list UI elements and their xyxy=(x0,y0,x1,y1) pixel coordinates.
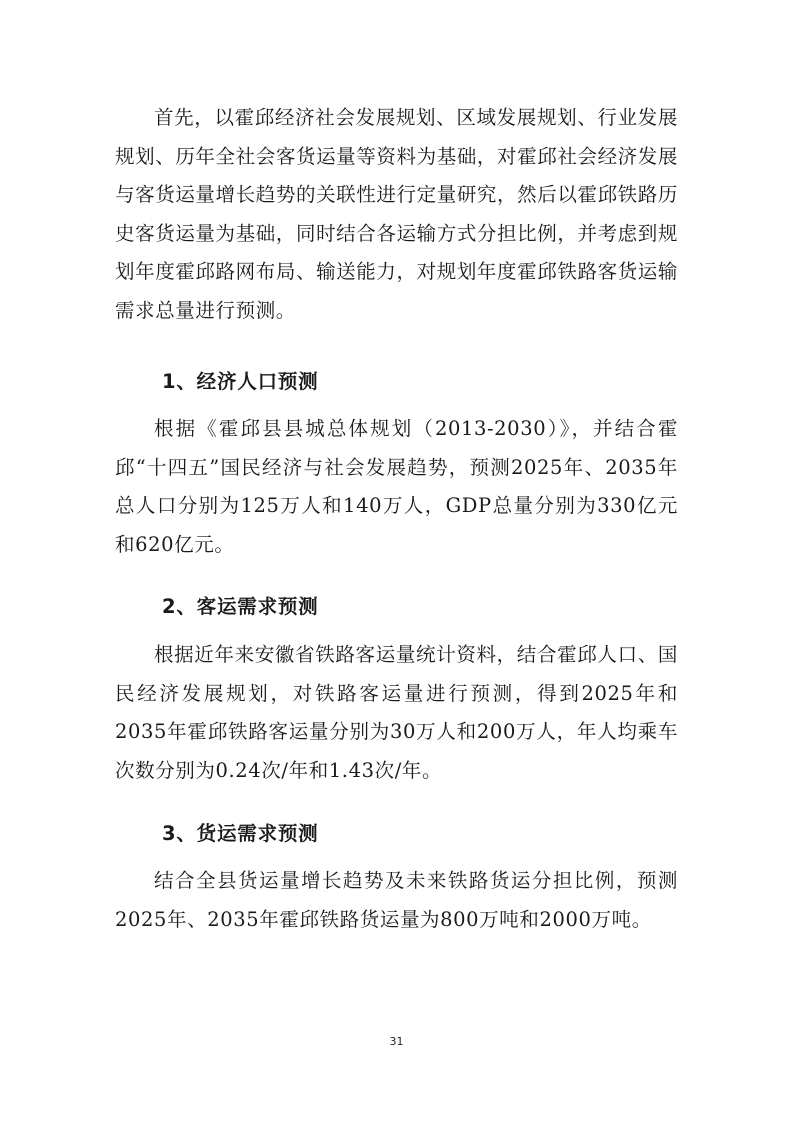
intro-paragraph: 首先，以霍邱经济社会发展规划、区域发展规划、行业发展规划、历年全社会客货运量等资料为基础，对霍邱社会经济发展与客货运量增长趋势的关联性进行定量研究，然后以霍邱铁路历史客货运量为基础，同时结合各运输方式分担比例，并考虑到规划年度霍邱路网布局、输送能力，对规划年度霍邱铁路客货运输需求总量进行预测。 xyxy=(115,106,678,322)
page-number: 31 xyxy=(389,1035,404,1048)
section-body-freight: 结合全县货运量增长趋势及未来铁路货运分担比例，预测2025年、2035年霍邱铁路货运量为800万吨和2000万吨。 xyxy=(115,869,678,931)
section-heading-passenger: 2、客运需求预测 xyxy=(162,595,319,618)
section-heading-freight: 3、货运需求预测 xyxy=(162,822,319,845)
section-body-passenger: 根据近年来安徽省铁路客运量统计资料，结合霍邱人口、国民经济发展规划，对铁路客运量进行预测，得到2025年和2035年霍邱铁路客运量分别为30万人和200万人，年人均乘车次数分别为0.24次/年和1.43次/年。 xyxy=(115,643,678,782)
section-body-population: 根据《霍邱县县城总体规划（2013-2030）》，并结合霍邱“十四五”国民经济与社会发展趋势，预测2025年、2035年总人口分别为125万人和140万人，GDP总量分别为330亿元和620亿元。 xyxy=(115,417,678,556)
section-heading-population: 1、经济人口预测 xyxy=(162,370,319,393)
